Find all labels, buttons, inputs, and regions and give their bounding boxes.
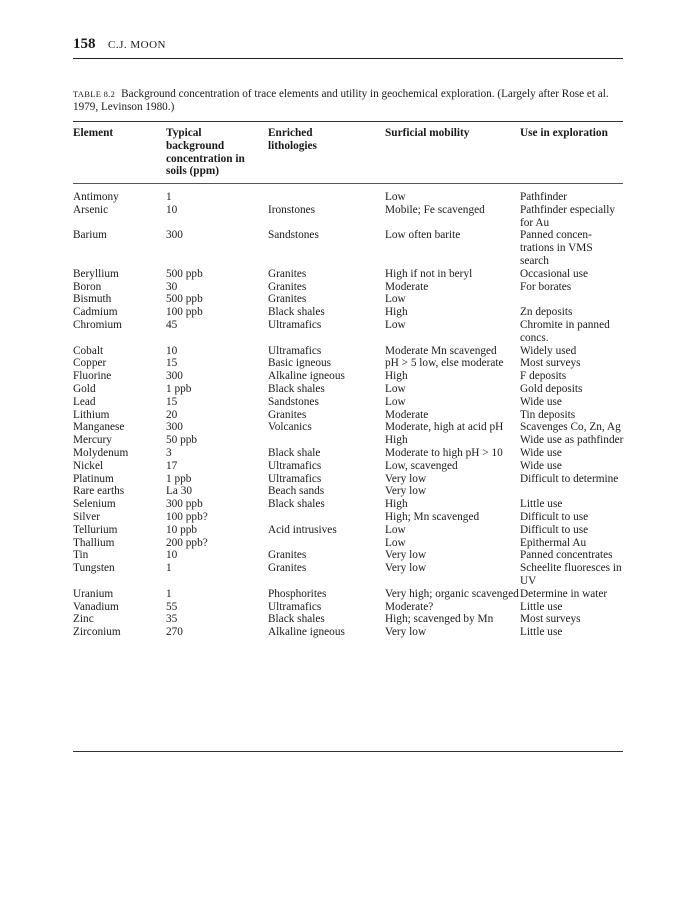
cell-element: Silver bbox=[73, 510, 100, 523]
cell-use: Pathfinder especially for Au bbox=[520, 203, 616, 229]
cell-use: Most surveys bbox=[520, 357, 581, 370]
table-row bbox=[73, 357, 624, 370]
cell-lithology: Alkaline igneous bbox=[268, 626, 345, 639]
cell-background: 20 bbox=[166, 408, 178, 421]
cell-lithology: Ultramafics bbox=[268, 318, 322, 331]
table-row bbox=[73, 460, 624, 473]
cell-use: Scavenges Co, Zn, Ag bbox=[520, 421, 621, 434]
cell-mobility: Very high; organic scavenged bbox=[385, 587, 519, 600]
table-row bbox=[73, 396, 624, 409]
cell-mobility: Mobile; Fe scavenged bbox=[385, 203, 485, 216]
table-row bbox=[73, 306, 624, 319]
cell-use: Gold deposits bbox=[520, 382, 583, 395]
cell-element: Bismuth bbox=[73, 293, 112, 306]
cell-use: Chromite in panned concs. bbox=[520, 318, 610, 344]
cell-mobility: Moderate? bbox=[385, 600, 434, 613]
cell-mobility: Moderate bbox=[385, 280, 429, 293]
table-row bbox=[73, 613, 624, 626]
cell-lithology: Phosphorites bbox=[268, 587, 327, 600]
cell-element: Nickel bbox=[73, 459, 104, 472]
table-row bbox=[73, 268, 624, 281]
table-header bbox=[73, 127, 624, 178]
table-top-rule bbox=[73, 121, 623, 122]
cell-mobility: Low bbox=[385, 395, 406, 408]
table-row bbox=[73, 537, 624, 550]
cell-background: 300 bbox=[166, 370, 183, 383]
cell-element: Zinc bbox=[73, 613, 94, 626]
cell-element: Uranium bbox=[73, 587, 114, 600]
table-row bbox=[73, 498, 624, 511]
cell-background: 100 ppb? bbox=[166, 510, 208, 523]
cell-lithology: Granites bbox=[268, 549, 307, 562]
cell-element: Barium bbox=[73, 229, 107, 242]
table-row bbox=[73, 281, 624, 294]
column-header-background: Typical background concentration in soils (ppm) bbox=[166, 127, 245, 178]
cell-lithology: Ultramafics bbox=[268, 344, 322, 357]
cell-use: Little use bbox=[520, 626, 563, 639]
cell-background: 15 bbox=[166, 357, 178, 370]
cell-element: Tungsten bbox=[73, 562, 115, 575]
cell-lithology: Sandstones bbox=[268, 229, 319, 242]
cell-background: 500 ppb bbox=[166, 293, 203, 306]
cell-lithology: Black shales bbox=[268, 613, 325, 626]
cell-background: 300 bbox=[166, 421, 183, 434]
table-row bbox=[73, 409, 624, 422]
cell-background: 1 bbox=[166, 191, 172, 203]
cell-element: Selenium bbox=[73, 498, 116, 511]
cell-mobility: Very low bbox=[385, 626, 427, 639]
cell-lithology: Ultramafics bbox=[268, 472, 322, 485]
table-row bbox=[73, 562, 624, 588]
table-row bbox=[73, 229, 624, 267]
caption-text: Background concentration of trace elements and utility in geochemical exploration. (Largely after Rose et al. 1979, Levinson 1980.) bbox=[73, 88, 609, 113]
cell-use: Determine in water bbox=[520, 587, 608, 600]
cell-use: Widely used bbox=[520, 344, 577, 357]
table-row bbox=[73, 421, 624, 434]
cell-background: 300 bbox=[166, 229, 183, 242]
cell-element: Tellurium bbox=[73, 523, 118, 536]
table-row bbox=[73, 549, 624, 562]
cell-lithology: Sandstones bbox=[268, 395, 319, 408]
cell-use: Occasional use bbox=[520, 267, 589, 280]
cell-background: 1 bbox=[166, 587, 172, 600]
cell-background: 1 bbox=[166, 562, 172, 575]
cell-background: La 30 bbox=[166, 485, 193, 498]
cell-background: 300 ppb bbox=[166, 498, 203, 511]
cell-background: 500 ppb bbox=[166, 267, 203, 280]
cell-element: Cadmium bbox=[73, 306, 118, 319]
cell-use: Difficult to use bbox=[520, 523, 589, 536]
cell-mobility: Very low bbox=[385, 472, 427, 485]
cell-lithology: Granites bbox=[268, 267, 307, 280]
table-row bbox=[73, 191, 624, 204]
cell-mobility: High bbox=[385, 498, 408, 511]
page-header bbox=[73, 36, 623, 59]
cell-lithology bbox=[268, 537, 385, 550]
cell-use: Wide use bbox=[520, 446, 562, 459]
cell-element: Manganese bbox=[73, 421, 125, 434]
cell-background: 1 ppb bbox=[166, 382, 192, 395]
cell-lithology: Black shales bbox=[268, 498, 325, 511]
cell-element: Boron bbox=[73, 280, 102, 293]
cell-use bbox=[520, 293, 624, 306]
cell-background: 10 bbox=[166, 549, 178, 562]
cell-mobility: High bbox=[385, 434, 408, 447]
cell-element: Lead bbox=[73, 395, 96, 408]
table-row bbox=[73, 588, 624, 601]
table-row bbox=[73, 473, 624, 486]
cell-element: Copper bbox=[73, 357, 107, 370]
table-row bbox=[73, 626, 624, 639]
cell-mobility: Moderate to high pH > 10 bbox=[385, 446, 503, 459]
cell-mobility: High bbox=[385, 370, 408, 383]
cell-lithology: Granites bbox=[268, 293, 307, 306]
cell-background: 17 bbox=[166, 459, 178, 472]
cell-use: Most surveys bbox=[520, 613, 581, 626]
cell-mobility: Very low bbox=[385, 549, 427, 562]
cell-mobility: Low bbox=[385, 293, 406, 306]
cell-mobility: High; scavenged by Mn bbox=[385, 613, 494, 626]
cell-background: 10 bbox=[166, 344, 178, 357]
cell-lithology bbox=[268, 434, 385, 447]
cell-lithology bbox=[268, 511, 385, 524]
cell-use: Pathfinder bbox=[520, 191, 568, 203]
table-row bbox=[73, 485, 624, 498]
table-row bbox=[73, 511, 624, 524]
cell-background: 270 bbox=[166, 626, 183, 639]
cell-background: 30 bbox=[166, 280, 178, 293]
cell-mobility: Moderate Mn scavenged bbox=[385, 344, 497, 357]
cell-background: 15 bbox=[166, 395, 178, 408]
cell-mobility: Low, scavenged bbox=[385, 459, 458, 472]
cell-lithology: Beach sands bbox=[268, 485, 325, 498]
cell-element: Tin bbox=[73, 549, 89, 562]
cell-use: Difficult to use bbox=[520, 510, 589, 523]
cell-element: Chromium bbox=[73, 318, 122, 331]
cell-background: 200 ppb? bbox=[166, 536, 208, 549]
cell-element: Rare earths bbox=[73, 485, 125, 498]
cell-lithology: Black shales bbox=[268, 382, 325, 395]
table-row bbox=[73, 434, 624, 447]
cell-mobility: Moderate bbox=[385, 408, 429, 421]
cell-element: Molydenum bbox=[73, 446, 129, 459]
cell-use: Difficult to determine bbox=[520, 472, 619, 485]
column-header-lithologies: Enriched lithologies bbox=[268, 127, 317, 152]
cell-lithology bbox=[268, 191, 385, 204]
cell-background: 1 ppb bbox=[166, 472, 192, 485]
cell-mobility: Very low bbox=[385, 562, 427, 575]
table-row bbox=[73, 204, 624, 230]
cell-lithology: Ironstones bbox=[268, 203, 316, 216]
cell-use: Little use bbox=[520, 498, 563, 511]
cell-background: 35 bbox=[166, 613, 178, 626]
cell-background: 55 bbox=[166, 600, 178, 613]
column-header-element: Element bbox=[73, 127, 114, 139]
cell-lithology: Granites bbox=[268, 562, 307, 575]
cell-use: Epithermal Au bbox=[520, 536, 587, 549]
cell-use: Panned concen-trations in VMS search bbox=[520, 229, 593, 267]
table-caption bbox=[73, 88, 623, 114]
cell-element: Mercury bbox=[73, 434, 112, 447]
cell-element: Fluorine bbox=[73, 370, 112, 383]
cell-element: Gold bbox=[73, 382, 96, 395]
cell-background: 45 bbox=[166, 318, 178, 331]
cell-lithology: Alkaline igneous bbox=[268, 370, 345, 383]
cell-use: Wide use bbox=[520, 459, 562, 472]
data-table bbox=[73, 191, 624, 639]
cell-mobility: Very low bbox=[385, 485, 427, 498]
cell-background: 10 bbox=[166, 203, 178, 216]
cell-background: 10 ppb bbox=[166, 523, 198, 536]
cell-element: Arsenic bbox=[73, 203, 109, 216]
cell-element: Cobalt bbox=[73, 344, 104, 357]
table-row bbox=[73, 345, 624, 358]
cell-mobility: Low bbox=[385, 536, 406, 549]
cell-use bbox=[520, 485, 624, 498]
cell-mobility: Low often barite bbox=[385, 229, 461, 242]
cell-use: Panned concentrates bbox=[520, 549, 613, 562]
cell-lithology: Black shale bbox=[268, 446, 321, 459]
cell-element: Thallium bbox=[73, 536, 115, 549]
cell-mobility: Low bbox=[385, 523, 406, 536]
column-header-mobility: Surficial mobility bbox=[385, 127, 470, 139]
cell-mobility: Low bbox=[385, 318, 406, 331]
cell-lithology: Black shales bbox=[268, 306, 325, 319]
table-bottom-rule bbox=[73, 751, 623, 752]
cell-mobility: Low bbox=[385, 191, 406, 203]
cell-element: Lithium bbox=[73, 408, 110, 421]
cell-element: Vanadium bbox=[73, 600, 119, 613]
cell-lithology: Volcanics bbox=[268, 421, 312, 434]
table-row bbox=[73, 370, 624, 383]
table-row bbox=[73, 293, 624, 306]
cell-use: Tin deposits bbox=[520, 408, 576, 421]
cell-use: Zn deposits bbox=[520, 306, 573, 319]
cell-use: Scheelite fluoresces in UV bbox=[520, 562, 622, 587]
cell-element: Platinum bbox=[73, 472, 114, 485]
cell-mobility: Moderate, high at acid pH bbox=[385, 421, 504, 434]
cell-mobility: High bbox=[385, 306, 408, 319]
cell-lithology: Granites bbox=[268, 280, 307, 293]
cell-lithology: Basic igneous bbox=[268, 357, 332, 370]
table-row bbox=[73, 524, 624, 537]
cell-lithology: Granites bbox=[268, 408, 307, 421]
column-header-use: Use in exploration bbox=[520, 127, 608, 139]
cell-mobility: High if not in beryl bbox=[385, 267, 473, 280]
table-row bbox=[73, 383, 624, 396]
page-number: 158 bbox=[73, 36, 96, 52]
cell-mobility: pH > 5 low, else moderate bbox=[385, 357, 504, 370]
table-row bbox=[73, 601, 624, 614]
cell-lithology: Ultramafics bbox=[268, 600, 322, 613]
table-row bbox=[73, 319, 624, 345]
table-row bbox=[73, 447, 624, 460]
table-header-rule bbox=[73, 183, 623, 184]
cell-use: Little use bbox=[520, 600, 563, 613]
cell-lithology: Acid intrusives bbox=[268, 523, 337, 536]
running-head: C.J. MOON bbox=[108, 39, 166, 51]
cell-element: Antimony bbox=[73, 191, 119, 203]
cell-use: For borates bbox=[520, 280, 572, 293]
cell-mobility: High; Mn scavenged bbox=[385, 510, 480, 523]
cell-element: Zirconium bbox=[73, 626, 121, 639]
cell-lithology: Ultramafics bbox=[268, 459, 322, 472]
cell-background: 50 ppb bbox=[166, 434, 198, 447]
cell-background: 3 bbox=[166, 446, 172, 459]
cell-use: Wide use as pathfinder bbox=[520, 434, 624, 447]
table-label: TABLE 8.2 bbox=[73, 89, 116, 99]
cell-background: 100 ppb bbox=[166, 306, 203, 319]
cell-mobility: Low bbox=[385, 382, 406, 395]
cell-element: Beryllium bbox=[73, 267, 119, 280]
cell-use: F deposits bbox=[520, 370, 567, 383]
cell-use: Wide use bbox=[520, 395, 562, 408]
